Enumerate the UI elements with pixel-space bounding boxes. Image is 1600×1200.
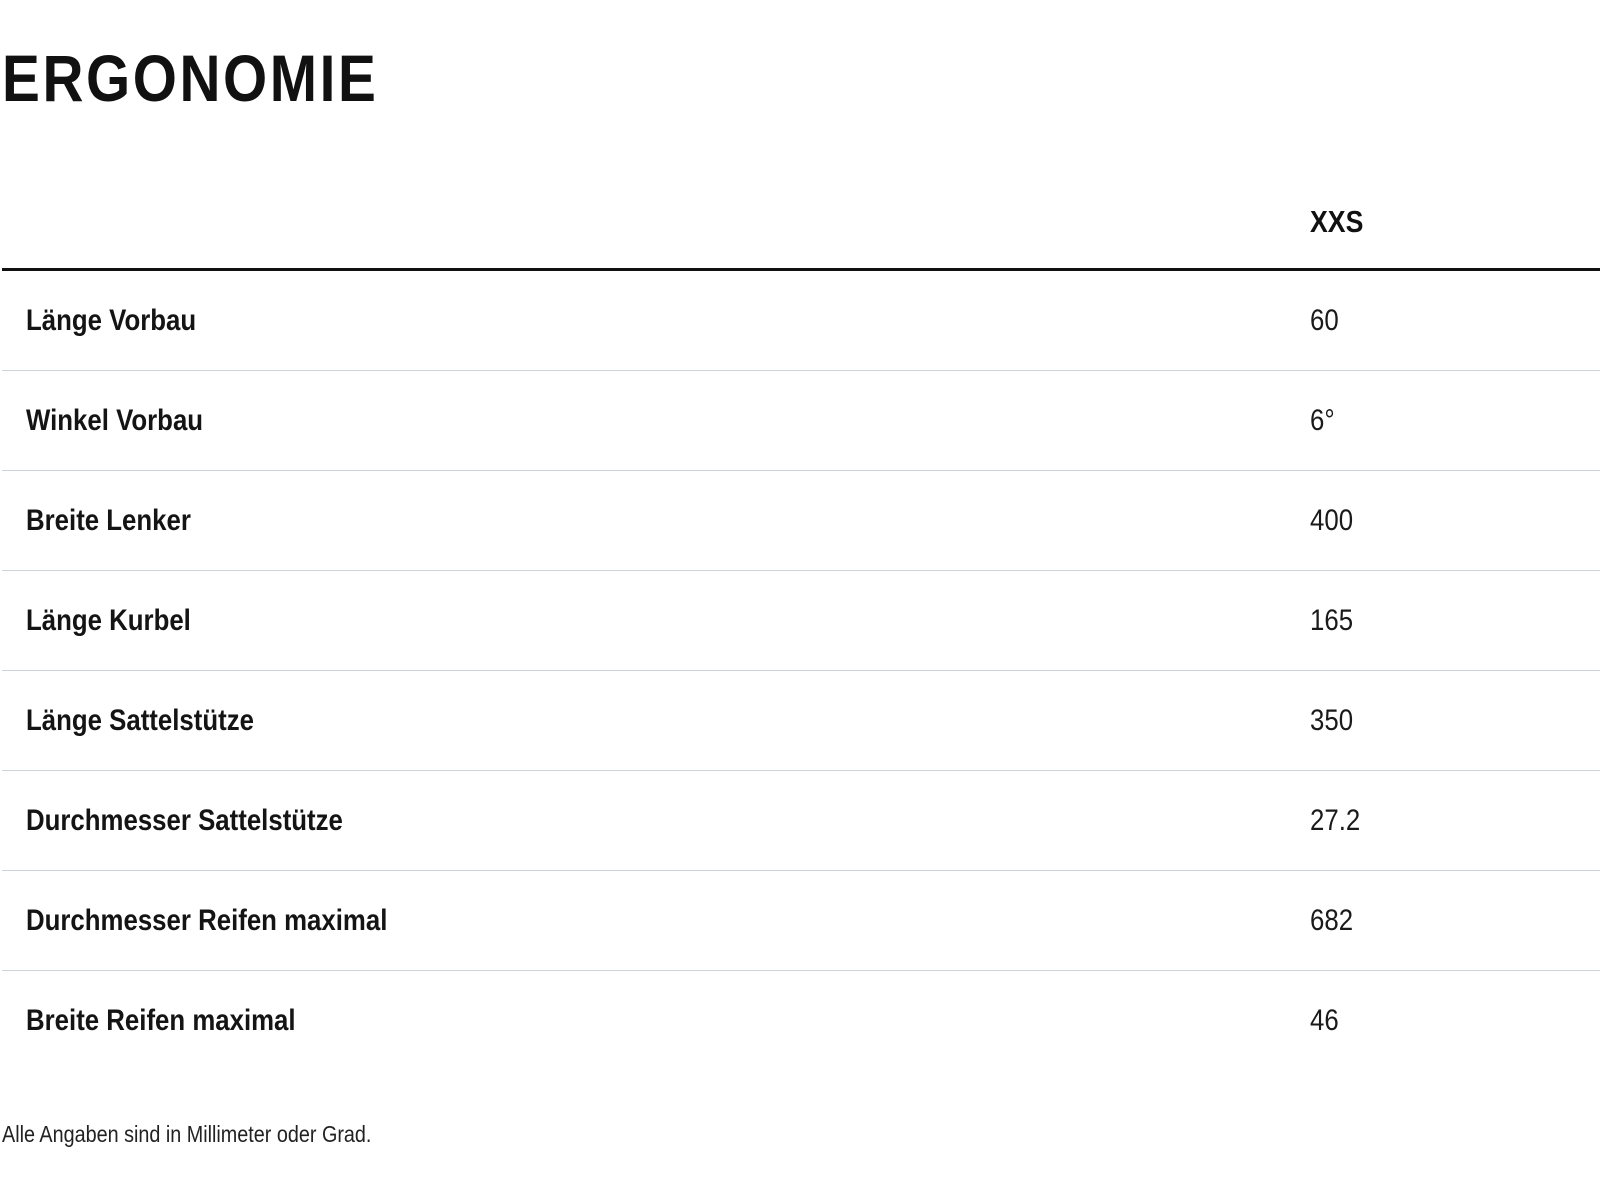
row-value: 350 (1310, 704, 1354, 737)
row-label: Länge Sattelstütze (26, 704, 254, 737)
table-header (2, 182, 1600, 271)
row-value: 60 (1310, 304, 1339, 337)
ergonomics-table (2, 182, 1600, 1071)
row-label: Breite Lenker (26, 504, 191, 537)
row-label: Winkel Vorbau (26, 404, 204, 437)
table-row (2, 371, 1600, 471)
row-label: Breite Reifen maximal (26, 1004, 296, 1037)
row-value: 6° (1310, 404, 1335, 437)
row-value: 46 (1310, 1004, 1339, 1037)
page-title: ERGONOMIE (2, 41, 379, 115)
table-row (2, 571, 1600, 671)
table-row (2, 871, 1600, 971)
table-row (2, 271, 1600, 371)
table-row (2, 671, 1600, 771)
table-row (2, 971, 1600, 1071)
row-label: Durchmesser Sattelstütze (26, 804, 343, 837)
footnote: Alle Angaben sind in Millimeter oder Grad. (2, 1121, 372, 1147)
row-value: 27.2 (1310, 804, 1361, 837)
row-value: 682 (1310, 904, 1354, 937)
table-row (2, 471, 1600, 571)
row-value: 165 (1310, 604, 1354, 637)
column-header-size: XXS (1310, 204, 1364, 239)
row-label: Länge Kurbel (26, 604, 191, 637)
row-label: Durchmesser Reifen maximal (26, 904, 388, 937)
row-label: Länge Vorbau (26, 304, 197, 337)
row-value: 400 (1310, 504, 1354, 537)
table-row (2, 771, 1600, 871)
